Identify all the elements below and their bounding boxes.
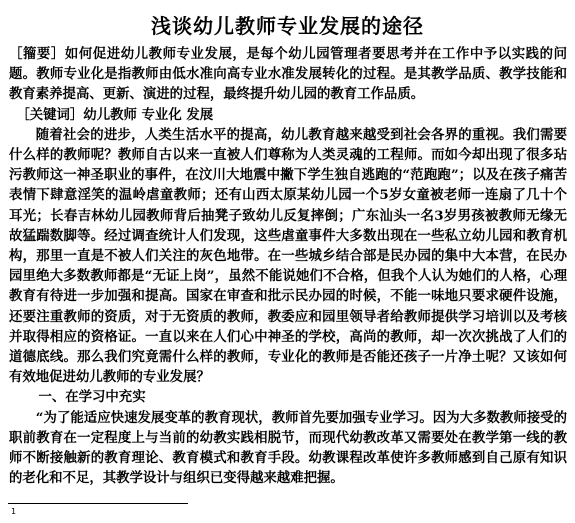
keywords-line: ［关键词］幼儿教师 专业化 发展 bbox=[16, 106, 214, 123]
document-title: 浅谈幼儿教师专业发展的途径 bbox=[151, 14, 424, 38]
section-heading-1: 一、在学习中充实 bbox=[38, 389, 146, 406]
body-paragraph-2: “为了能适应快速发展变革的教育现状，教师首先要加强专业学习。因为大多数教师接受的职前教育在一定程度上与当前的幼教实践相脱节，而现代幼教改革又需要处在教学第一线的教师不断接触新的教育理论、教育模式和教育手段。幼教课程改革使许多教师感到自己原有知识的老化和不足，其教学设计与组织已变得越来越难把握。 bbox=[9, 409, 567, 487]
abstract-paragraph: ［籀要］如何促进幼儿教师专业发展，是每个幼儿园管理者要思考并在工作中予以实践的问题。教师专业化是指教师由低水准向高专业水准发展转化的过程。是其教学品质、教学技能和教育素养提高、更新、演进的过程，最终提升幼儿园的教育工作品质。 bbox=[9, 46, 567, 103]
footnote-divider bbox=[8, 503, 188, 504]
document-body bbox=[9, 44, 567, 488]
body-paragraph-1: 随着社会的进步，人类生活水平的提高，幼儿教育越来越受到社会各界的重视。我们需要什么样的教师呢？教师自古以来一直被人们尊称为人类灵魂的工程师。而如今却出现了很多玷污教师这一神圣职业的事件，在汶川大地震中撇下学生独自逃跑的“范跑跑”；以及在孩子痛苦表情下肆意淫笑的温岭虐童教师；还有山西太原某幼儿园一个5岁女童被老师一连扇了几十个耳光；长春吉林幼儿园教师背后抽凳子致幼儿反复摔倒；广东汕头一名3岁男孩被教师无缘无故猛踹数脚等。经过调查统计人们发现，这些虐童事件大多数出现在一些私立幼儿园和教育机构，那里一直是不被人们关注的灰色地带。在一些城乡结合部是民办园的集中大本营，在民办园里绝大多数教师都是“无证上岗”，虽然不能说她们不合格，但我个人认为她们的人格，心理教育有待进一步加强和提高。国家在审查和批示民办园的时候，不能一味地只要求硬件设施，还要注重教师的资质，对于无资质的教师，教委应和园里领导者给教师提供学习培训以及考核并取得相应的资格证。一直以来在人们心中神圣的学校，高尚的教师，却一次次挑战了人们的道德底线。那么我们究竟需什么样的教师，专业化的教师是否能还孩子一片净土呢？又该如何有效地促进幼儿教师的专业发展？ bbox=[9, 126, 567, 386]
footnote-marker: 1 bbox=[11, 507, 17, 516]
